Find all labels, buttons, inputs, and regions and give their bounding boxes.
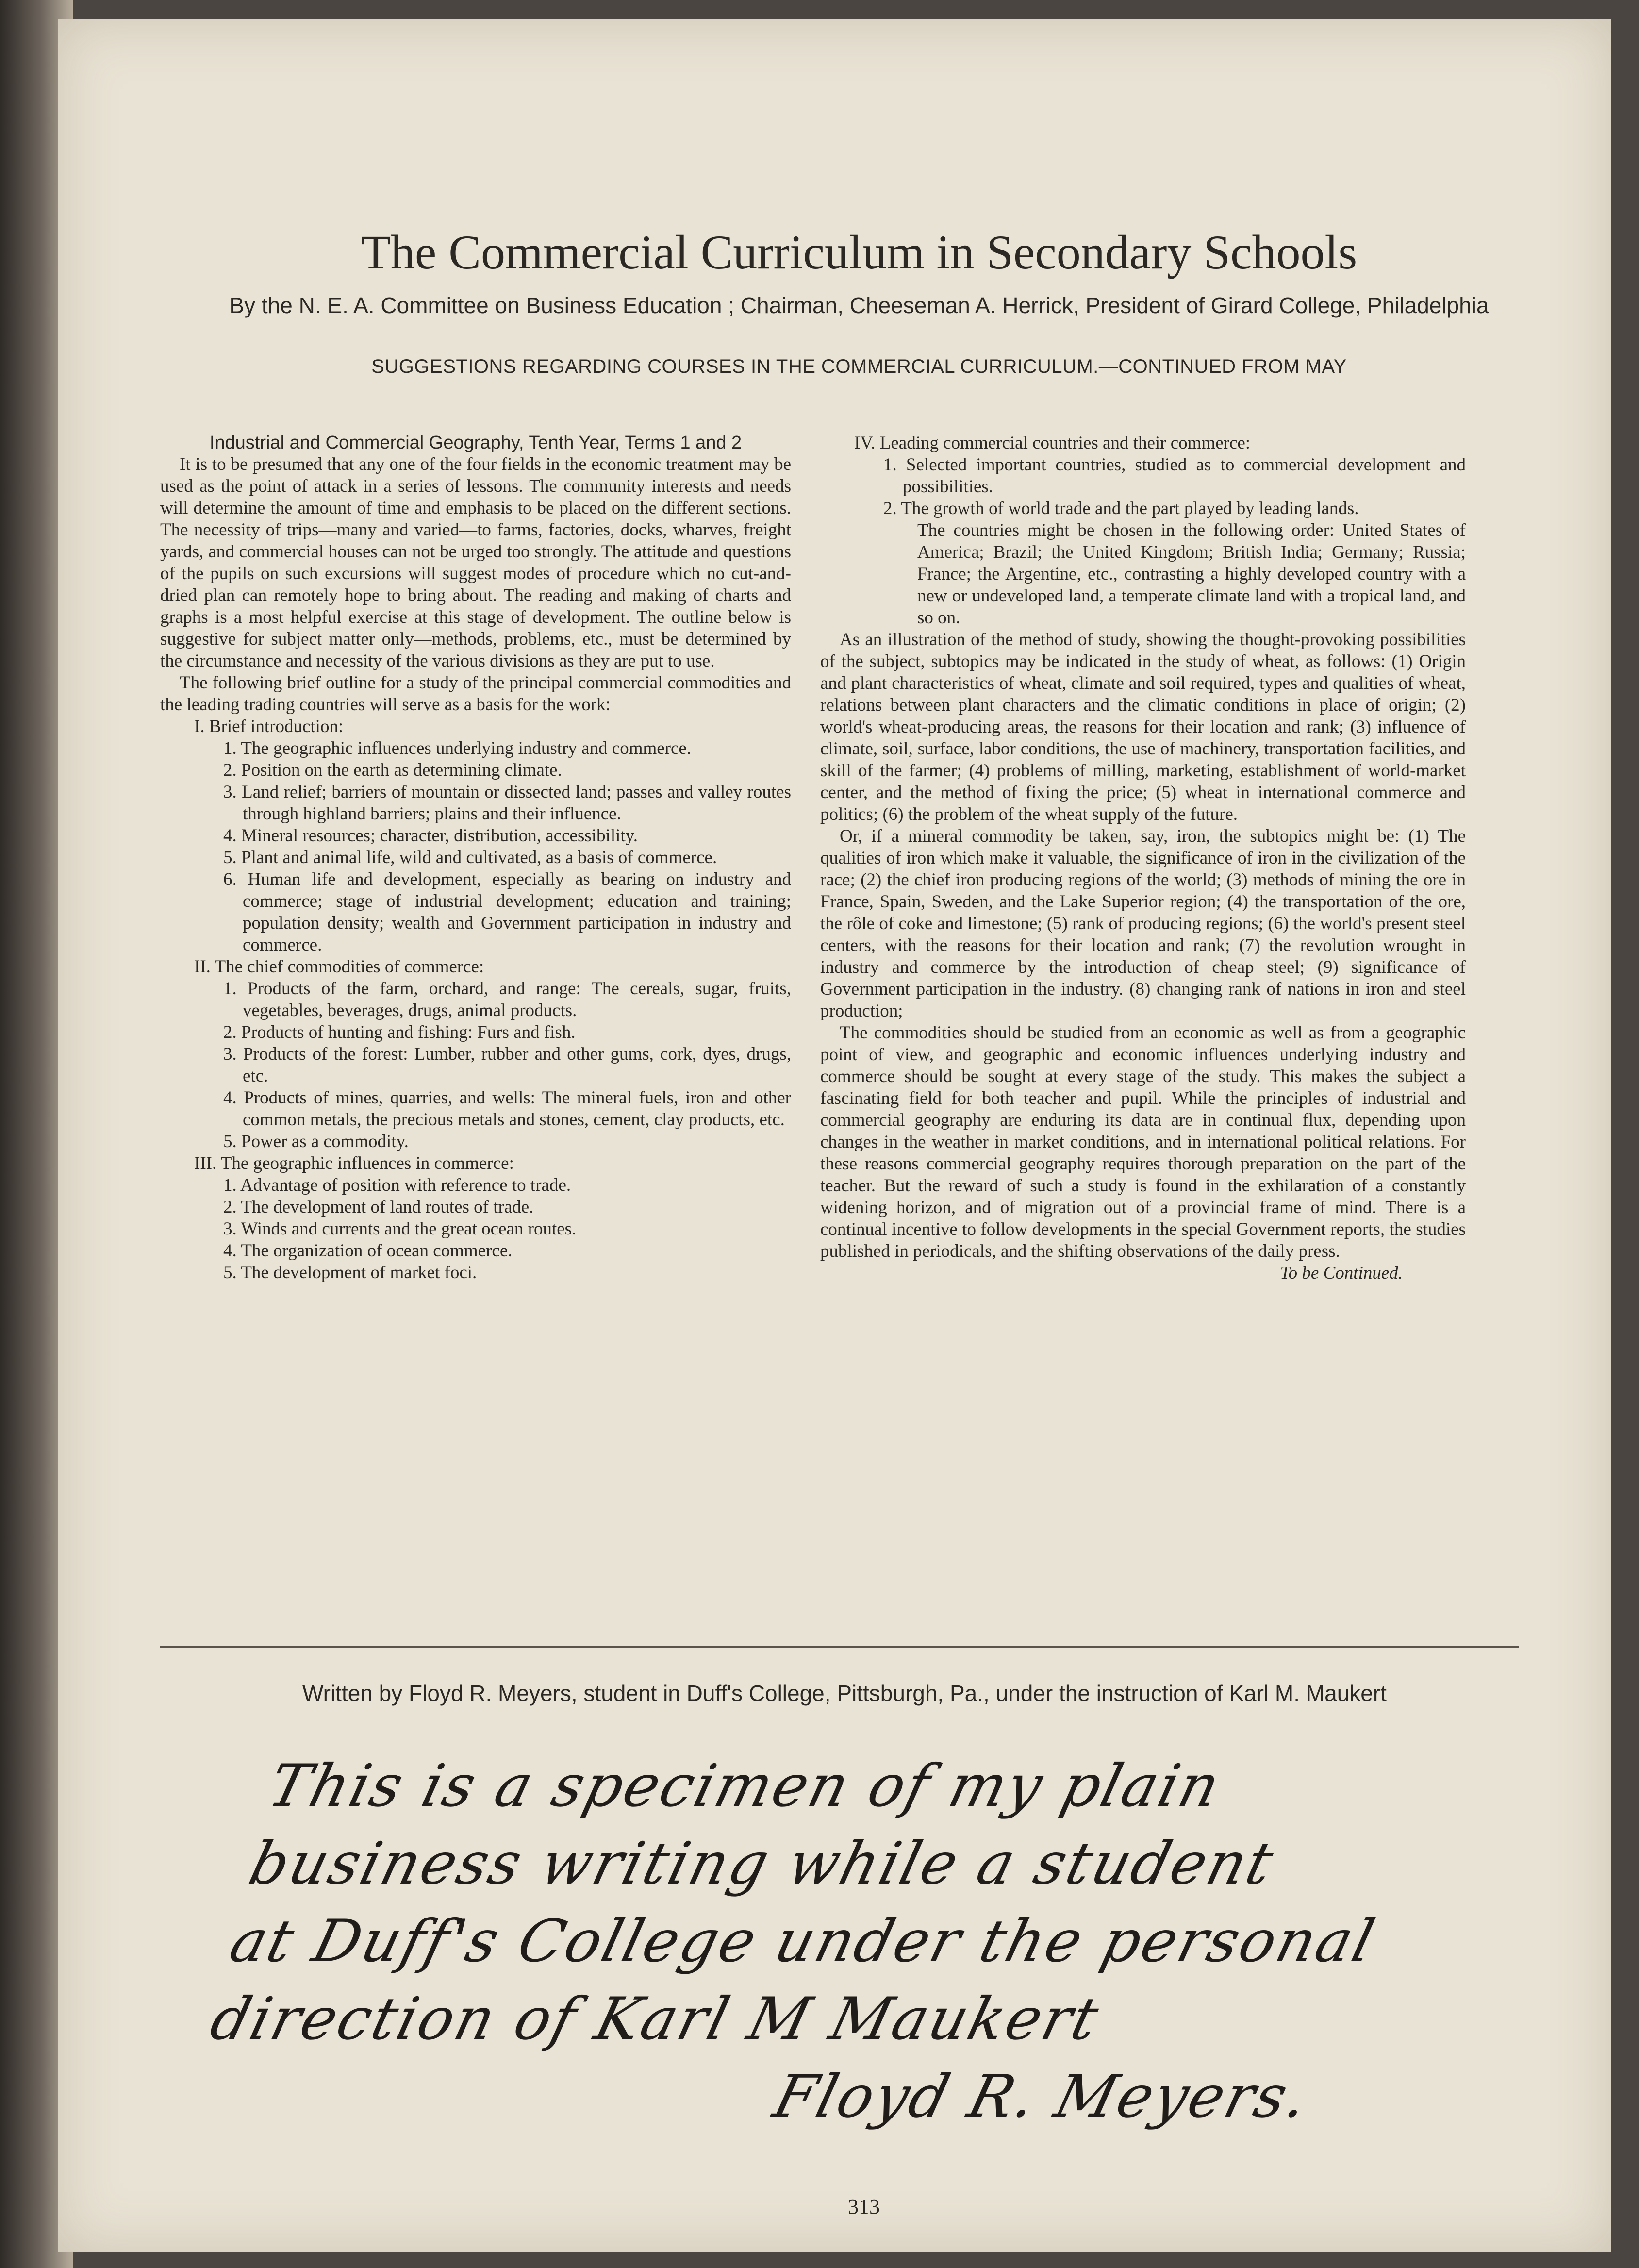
to-be-continued: To be Continued. bbox=[1280, 1263, 1403, 1283]
handwriting-specimen bbox=[204, 1748, 1542, 2131]
outline-item bbox=[160, 716, 791, 956]
outline-subitem: 1. Advantage of position with reference to trade. bbox=[223, 1175, 571, 1195]
paragraph: Or, if a mineral commodity be taken, say, iron, the subtopics might be: (1) The qualities of iron which make it valuable, the significance of iron in the civilization of the race; (2) the chief iron producing regions of the world; (3) methods of mining the ore in France, Spain, Sweden, and the Lake Superior region; (4) the transportation of the ore, the rôle of coke and limestone; (5) rank of producing regions; (6) the world's present steel centers, with the reasons for their location and rank; (7) the revolution wrought in industry and commerce by the introduction of cheap steel; (9) significance of Government participation in the industry. (8) changing rank of nations in iron and steel production; bbox=[820, 826, 1466, 1021]
outline-sublist bbox=[209, 1174, 791, 1284]
paragraph: The commodities should be studied from an economic as well as from a geographic point of view, and geographic and economic influences underlying industry and commerce should be sought at every stage of the study. This makes the subject a fascinating field for both teacher and pupil. While the principles of industrial and commercial geography are enduring its data are in continual flux, depending upon changes in the weather in market conditions, and in international political relations. For these reasons commercial geography requires thorough preparation on the part of the teacher. But the reward of such a study is found in the exhilaration of a constantly widening horizon, and of migration out of a provincial frame of mind. There is a continual incentive to follow developments in the special Government reports, the studies published in periodicals, and the shifting observations of the daily press. bbox=[820, 1023, 1466, 1261]
outline-label: IV. Leading commercial countries and their commerce: bbox=[854, 433, 1251, 453]
outline-list bbox=[820, 432, 1466, 629]
handwriting-credit: Written by Floyd R. Meyers, student in Duff's College, Pittsburgh, Pa., under the instruction of Karl M. Maukert bbox=[302, 1681, 1387, 1706]
outline-item bbox=[820, 432, 1466, 629]
outline-item bbox=[160, 956, 791, 1152]
right-column bbox=[820, 432, 1466, 1284]
outline-subitem: 1. The geographic influences underlying industry and commerce. bbox=[223, 738, 692, 758]
outline-note: The countries might be chosen in the following order: United States of America; Brazil; the United Kingdom; British India; Germany; Russia; France; the Argentine, etc., contrasting a highly developed country with a new or undeveloped land, a temperate climate land with a tropical land, and so on. bbox=[917, 520, 1466, 628]
outline-sublist bbox=[869, 454, 1466, 629]
handwriting-line: This is a specimen of my plain bbox=[262, 1752, 1228, 1820]
section-divider bbox=[160, 1646, 1519, 1648]
outline-list bbox=[160, 716, 791, 1284]
outline-subitem: 1. Selected important countries, studied as to commercial development and possibilities. bbox=[883, 455, 1466, 497]
paragraph: As an illustration of the method of study, showing the thought-provoking possibilities of the subject, subtopics may be indicated in the study of wheat, as follows: (1) Origin and plant characteristics of wheat, climate and soil required, types and qualities of wheat, relations between plant characters and the climatic conditions in place of origin; (2) world's wheat-producing areas, the reasons for their location and rank; (3) influence of climate, soil, surface, labor conditions, the use of machinery, transportation facilities, and skill of the farmer; (4) problems of milling, marketing, establishment of world-market center, and the method of fixing the price; (5) wheat in international commerce and politics; (6) the problem of the wheat supply of the future. bbox=[820, 630, 1466, 824]
handwriting-line: business writing while a student bbox=[243, 1830, 1281, 1898]
outline-item bbox=[160, 1152, 791, 1284]
outline-subitem: 5. Power as a commodity. bbox=[223, 1132, 409, 1151]
outline-subitem: 1. Products of the farm, orchard, and range: The cereals, sugar, fruits, vegetables, beverages, drugs, animal products. bbox=[223, 979, 791, 1020]
outline-subitem: 6. Human life and development, especially as bearing on industry and commerce; stage of industrial development; education and training; population density; wealth and Government participation in industry and commerce. bbox=[223, 869, 791, 955]
paragraph: It is to be presumed that any one of the four fields in the economic treatment may be used as the point of attack in a series of lessons. The community interests and needs will determine the amount of time and emphasis to be placed on the different sections. The necessity of trips—many and varied—to farms, factories, docks, wharves, freight yards, and commercial houses can not be urged too strongly. The attitude and questions of the pupils on such excursions will suggest modes of procedure which no cut-and-dried plan can remotely hope to bring about. The reading and making of charts and graphs is a most helpful exercise at this stage of development. The outline below is suggestive for subject matter only—methods, problems, etc., must be determined by the circumstance and necessity of the various divisions as they are put to use. bbox=[160, 454, 791, 671]
outline-subitem: 2. Products of hunting and fishing: Furs and fish. bbox=[223, 1022, 576, 1042]
article-subheading: SUGGESTIONS REGARDING COURSES IN THE COMMERCIAL CURRICULUM.—CONTINUED FROM MAY bbox=[371, 356, 1347, 377]
article-byline: By the N. E. A. Committee on Business Education ; Chairman, Cheeseman A. Herrick, President of Girard College, Philadelphia bbox=[229, 293, 1489, 318]
outline-label: II. The chief commodities of commerce: bbox=[194, 957, 484, 977]
page-number: 313 bbox=[848, 2195, 880, 2218]
outline-label: I. Brief introduction: bbox=[194, 717, 344, 736]
section-heading: Industrial and Commercial Geography, Tenth Year, Terms 1 and 2 bbox=[209, 433, 742, 453]
left-column bbox=[160, 432, 791, 1284]
outline-subitem: 2. The development of land routes of trade. bbox=[223, 1197, 534, 1217]
outline-sublist bbox=[209, 978, 791, 1152]
handwriting-line: direction of Karl M Maukert bbox=[204, 1985, 1107, 2053]
outline-subitem: 5. Plant and animal life, wild and cultivated, as a basis of commerce. bbox=[223, 848, 717, 867]
outline-subitem: 4. Mineral resources; character, distribution, accessibility. bbox=[223, 826, 638, 846]
outline-subitem: 3. Land relief; barriers of mountain or dissected land; passes and valley routes through highland barriers; plains and their influence. bbox=[223, 782, 791, 824]
outline-sublist bbox=[209, 737, 791, 956]
outline-subitem: 4. Products of mines, quarries, and wells: The mineral fuels, iron and other common metals, the precious metals and stones, cement, clay products, etc. bbox=[223, 1088, 791, 1130]
handwritten-signature: Floyd R. Meyers. bbox=[767, 2063, 1317, 2131]
magazine-page bbox=[58, 19, 1611, 2252]
outline-subitem-text: 2. The growth of world trade and the part played by leading lands. bbox=[883, 499, 1359, 518]
outline-subitem: 3. Winds and currents and the great ocean routes. bbox=[223, 1219, 577, 1239]
outline-subitem: 3. Products of the forest: Lumber, rubber and other gums, cork, dyes, drugs, etc. bbox=[223, 1044, 791, 1086]
article-title: The Commercial Curriculum in Secondary Schools bbox=[361, 225, 1358, 279]
outline-subitem: 5. The development of market foci. bbox=[223, 1263, 477, 1283]
outline-subitem: 4. The organization of ocean commerce. bbox=[223, 1241, 513, 1261]
outline-subitem: 2. Position on the earth as determining climate. bbox=[223, 760, 562, 780]
paragraph: The following brief outline for a study of the principal commercial commodities and the leading trading countries will serve as a basis for the work: bbox=[160, 673, 791, 715]
outline-subitem bbox=[869, 498, 1466, 629]
outline-label: III. The geographic influences in commerce: bbox=[194, 1153, 514, 1173]
handwriting-line: at Duff's College under the personal bbox=[223, 1908, 1383, 1975]
